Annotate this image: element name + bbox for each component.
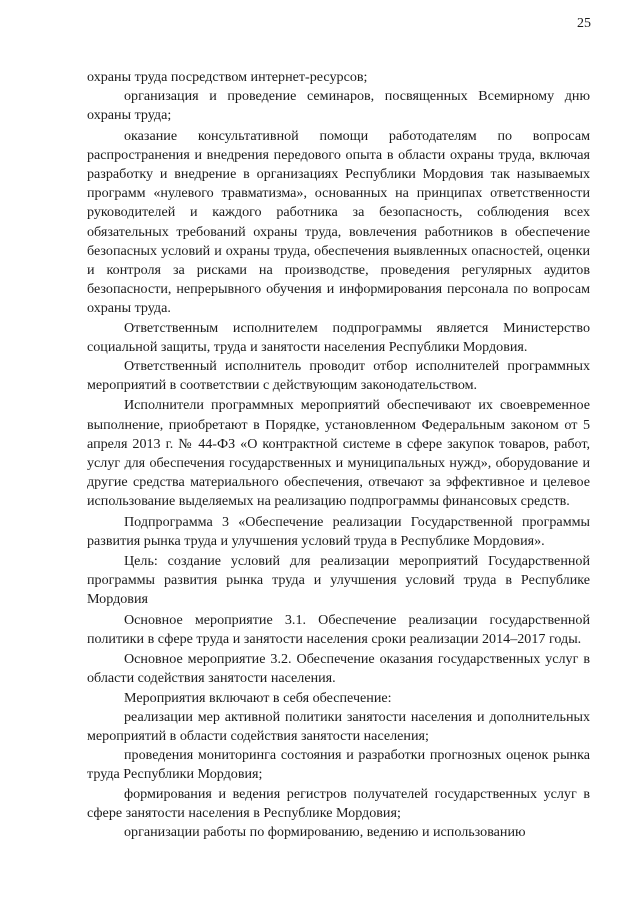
paragraph: Мероприятия включают в себя обеспечение: (124, 689, 392, 706)
paragraph: Исполнители программных мероприятий обеспечивают их своевременное выполнение, приобретают в Порядке, установленном Федеральным законом от 5 апреля 2013 г. № 44-ФЗ «О контрактной системе в сфере закупок товаров, работ, услуг для обеспечения государственных и муниципальных нужд», оборудование и другие средства материального обеспечения, отвечают за эффективное и целевое использование выделяемых на реализацию подпрограммы финансовых средств. (87, 397, 590, 510)
paragraph: организация и проведение семинаров, посвященных Всемирному дню охраны труда; (87, 88, 590, 124)
paragraph: Основное мероприятие 3.1. Обеспечение реализации государственной политики в сфере труда и занятости населения сроки реализации 2014–2017 годы. (87, 611, 590, 647)
paragraph: Подпрограмма 3 «Обеспечение реализации Государственной программы развития рынка труда и улучшения условий труда в Республике Мордовия». (87, 513, 590, 549)
document-body (87, 68, 590, 842)
paragraph: Основное мероприятие 3.2. Обеспечение оказания государственных услуг в области содействия занятости населения. (87, 651, 590, 687)
paragraph: формирования и ведения регистров получателей государственных услуг в сфере занятости населения в Республике Мордовия; (87, 785, 590, 821)
paragraph: Ответственным исполнителем подпрограммы является Министерство социальной защиты, труда и занятости населения Республики Мордовия. (87, 319, 590, 355)
paragraph: реализации мер активной политики занятости населения и дополнительных мероприятий в области содействия занятости населения; (87, 708, 590, 744)
page-number: 25 (577, 16, 591, 31)
paragraph: Ответственный исполнитель проводит отбор исполнителей программных мероприятий в соответствии с действующим законодательством. (87, 358, 590, 394)
paragraph: Цель: создание условий для реализации мероприятий Государственной программы развития рынка труда и улучшения условий труда в Республике Мордовия (87, 553, 590, 608)
paragraph: проведения мониторинга состояния и разработки прогнозных оценок рынка труда Республики Мордовия; (87, 747, 590, 783)
paragraph: оказание консультативной помощи работодателям по вопросам распространения и внедрения передового опыта в области охраны труда, включая разработку и внедрение в организациях Республики Мордовия так называемых программ «нулевого травматизма», основанных на принципах ответственности руководителей и каждого работника за безопасность, соблюдения всех обязательных требований охраны труда, вовлечения работников в обеспечение безопасных условий и охраны труда, обеспечения выявленных опасностей, оценки и контроля за рисками на производстве, проведения регулярных аудитов безопасности, непрерывного обучения и информирования персонала по вопросам охраны труда. (87, 127, 590, 317)
paragraph: организации работы по формированию, ведению и использованию (124, 823, 526, 840)
paragraph: охраны труда посредством интернет-ресурсов; (87, 69, 368, 85)
